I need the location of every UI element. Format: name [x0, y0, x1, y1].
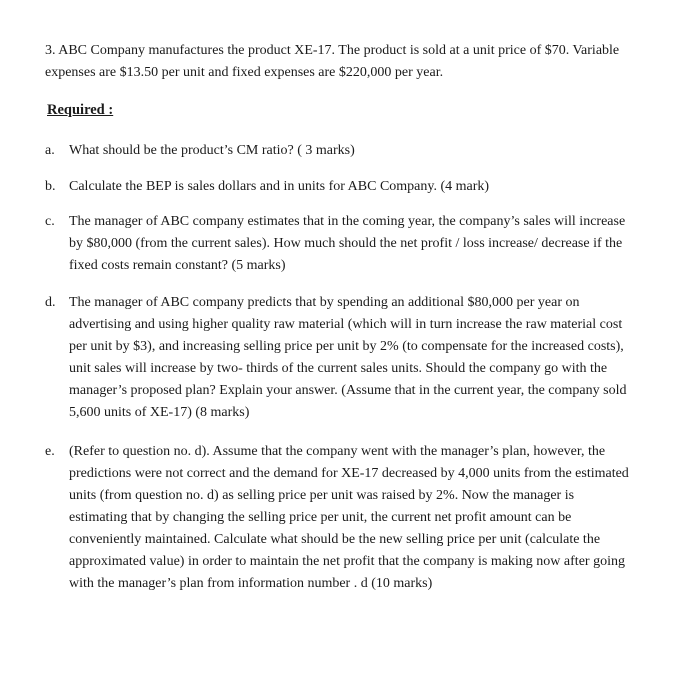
- question-intro: 3. ABC Company manufactures the product XE-17. The product is sold at a unit price of $70. Variable expenses are $13.50 per unit and fixed expenses are $220,000 per year.: [45, 43, 620, 80]
- item-text: The manager of ABC company estimates that in the coming year, the company’s sales will increase by $80,000 (from the current sales). How much should the net profit / loss increase/ decrease if the fixed costs remain constant? (5 marks): [69, 214, 626, 273]
- question-item-e: [45, 441, 635, 595]
- item-label: a.: [45, 143, 55, 158]
- item-label: b.: [45, 179, 56, 194]
- item-label: d.: [45, 295, 56, 310]
- item-text: The manager of ABC company predicts that by spending an additional $80,000 per year on advertising and using higher quality raw material (which will in turn increase the raw material cost per unit by $3), and increasing selling price per unit by 2% (to compensate for the increased costs), unit sales will increase by two- thirds of the current sales units. Should the company go with the manager’s proposed plan? Explain your answer. (Assume that in the current year, the company sold 5,600 units of XE-17) (8 marks): [69, 295, 627, 420]
- question-item-a: [45, 140, 635, 162]
- question-item-b: [45, 176, 635, 198]
- item-text: (Refer to question no. d). Assume that the company went with the manager’s plan, however, the predictions were not correct and the demand for XE-17 decreased by 4,000 units from the estimated units (from question no. d) as selling price per unit was raised by 2%. Now the manager is estimating that by changing the selling price per unit, the current net profit amount can be conveniently maintained. Calculate what should be the new selling price per unit (calculate the approximated value) in order to maintain the net profit that the company is making now after going with the manager’s plan from information number . d (10 marks): [69, 444, 629, 591]
- question-item-c: [45, 211, 635, 277]
- question-item-d: [45, 292, 635, 424]
- item-label: c.: [45, 214, 55, 229]
- item-text: Calculate the BEP is sales dollars and in units for ABC Company. (4 mark): [69, 179, 490, 194]
- item-label: e.: [45, 444, 55, 459]
- item-text: What should be the product’s CM ratio? ( 3 marks): [69, 143, 355, 158]
- required-heading: Required :: [47, 102, 114, 118]
